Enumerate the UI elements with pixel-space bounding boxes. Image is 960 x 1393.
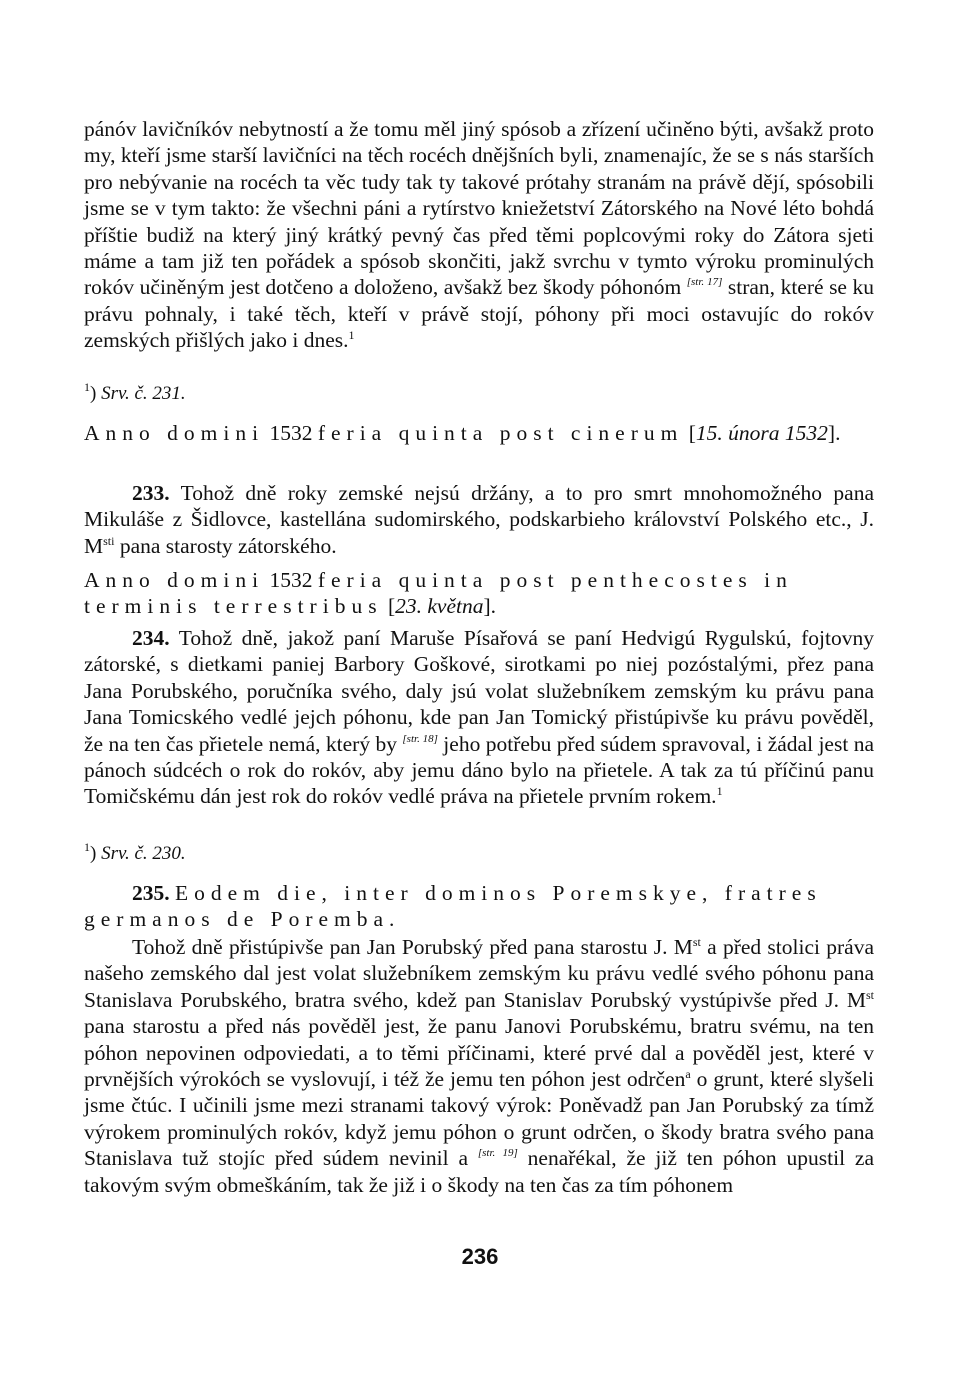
page-reference: [str. 18]	[402, 732, 438, 745]
superscript: sti	[103, 533, 115, 548]
entry-text: pana starostu a před nás pověděl jest, že panu Janovi Porubskému, bratru svému, na ten póhon nepovinen odpoviedati, a to těmi příčinami, které prvé dal a pověděl jest, které v prvnějších výrokóch se vyslovují, i též že jemu ten póhon jest odrčen	[84, 1014, 874, 1092]
footnote-paren: )	[90, 383, 97, 404]
bracket: [	[688, 421, 696, 445]
footnote-2	[84, 841, 874, 867]
footnote-marker: 1	[348, 328, 355, 343]
page-number: 236	[461, 1244, 499, 1269]
entry-233	[84, 480, 874, 559]
footnote-paren: )	[90, 843, 97, 864]
entry-heading-235	[84, 880, 874, 933]
heading-latin-date: feria quinta post penthecostes in terminis terrestribus	[84, 568, 793, 619]
heading-latin: Eodem die, inter dominos Poremskye, fratres germanos de Poremba.	[84, 881, 822, 932]
heading-year: 1532	[269, 421, 313, 445]
page-reference: [str. 17]	[686, 276, 723, 289]
bracket: ].	[483, 594, 497, 619]
paragraph-continuation	[84, 116, 874, 354]
entry-text: a před stolici práva našeho zemského dal jest volat služebníkem zemským ku právu vedlé svého póhonu pana Stanislava Porubského, bratra svého, kdež pan Stanislav Porubský vystúpivše před J. M	[84, 935, 874, 1012]
entry-text: nenařékal, že již ten póhon upustil za takovým svým obmeškáním, tak že již i o škody na ten čas za tím póhonem	[84, 1146, 874, 1197]
footnote-marker: 1	[716, 784, 723, 799]
entry-text: jeho potřebu před súdem spravoval, i žádal jest na pánoch súdcéch o rok do rokóv, aby jemu dáno bylo na přietele. A tak za tú příčinú panu Tomičskému dán jest rok do rokóv vedlé práva na přietele prvním rokem.	[84, 731, 875, 809]
entry-heading-234	[84, 567, 874, 620]
heading-date: 23. května	[395, 594, 484, 619]
footnote-1	[84, 381, 874, 407]
heading-latin: Anno domini	[84, 421, 265, 445]
entry-text: Tohož dně přistúpivše pan Jan Porubský před pana starostu J. M	[132, 935, 693, 959]
text-run: pánóv lavičníkóv nebytností a že tomu měl jiný spósob a zřízení učiněno býti, avšakž proto my, kteří jsme starší lavičníci na těch rocéch dnějšních byli, znamenajíc, že se s nás starších pro nebývanie na rocéch ta věc tudy tak ty takové prótahy stranám na právě dějí, spósobili jsme se v tym takto: že všechni páni a rytírstvo kniežetství Zátorského na Nové léto bohdá příštie budiž na který jiný krátký pevný čas před těmi poplcovými roky do Zátora sjeti máme a tam již ten pořádek a spósob skončiti, jakž svrchu v tymto výroku prominulých rokóv učiněným jest dotčeno a doloženo, avšakž bez škody póhonóm	[84, 117, 874, 300]
page-reference: [str. 19]	[477, 1147, 518, 1160]
entry-number: 233.	[132, 481, 170, 505]
entry-text: Tohož dně, jakož paní Maruše Písařová se paní Hedvigú Rygulskú, fojtovny zátorské, s dietkami paniej Barbory Goškové, sirotkami po niej pozóstalými, přez pana Jana Porubského, poručníka svého, daly jsú volat služebníkem zemským ku právu pana Jana Tomicského vedlé jejch póhonu, kde pan Jan Tomický přistúpivše ku právu pověděl, že na ten čas přietele nemá, který by	[84, 626, 874, 756]
superscript: st	[692, 935, 701, 949]
bracket: ].	[827, 421, 841, 445]
footnote-number: 1	[84, 840, 90, 854]
entry-text: pana starosty zátorského.	[114, 533, 337, 558]
footnote-text: Srv. č. 231.	[101, 383, 186, 404]
heading-year: 1532	[269, 568, 313, 592]
entry-235	[84, 934, 874, 1198]
entry-number: 235.	[132, 881, 170, 905]
footnote-marker: a	[685, 1067, 691, 1082]
text-run: stran, které se ku právu pohnaly, i také těch, kteří v právě stojí, póhony při moci ostavujíc do rokóv zemských přišlých jako i dnes.	[84, 275, 874, 353]
footnote-text: Srv. č. 230.	[101, 843, 186, 864]
superscript: st	[865, 987, 874, 1002]
heading-date: 15. února 1532	[695, 421, 828, 445]
entry-heading-232	[84, 420, 874, 446]
entry-number: 234.	[132, 626, 170, 650]
entry-text: Tohož dně roky zemské nejsú držány, a to pro smrt mnohomožného pana Mikuláše z Šidlovce, kastellána sudomirského, podskarbieho království Polského etc., J. M	[84, 481, 874, 558]
bracket: [	[387, 594, 396, 619]
entry-text: o grunt, které slyšeli jsme čtúc. I učinili jsme mezi stranami takový výrok: Poněvadž pan Jan Porubský za tímž výrokem prominulých rokóv, když jemu póhon o grunt odrčen, o škody bratra svého pana Stanislava tuž stojíc před súdem nevinil a	[84, 1067, 874, 1171]
entry-234	[84, 625, 874, 810]
heading-latin: Anno domini	[84, 568, 265, 592]
footnote-number: 1	[84, 380, 90, 394]
heading-latin-date: feria quinta post cinerum	[317, 421, 684, 445]
